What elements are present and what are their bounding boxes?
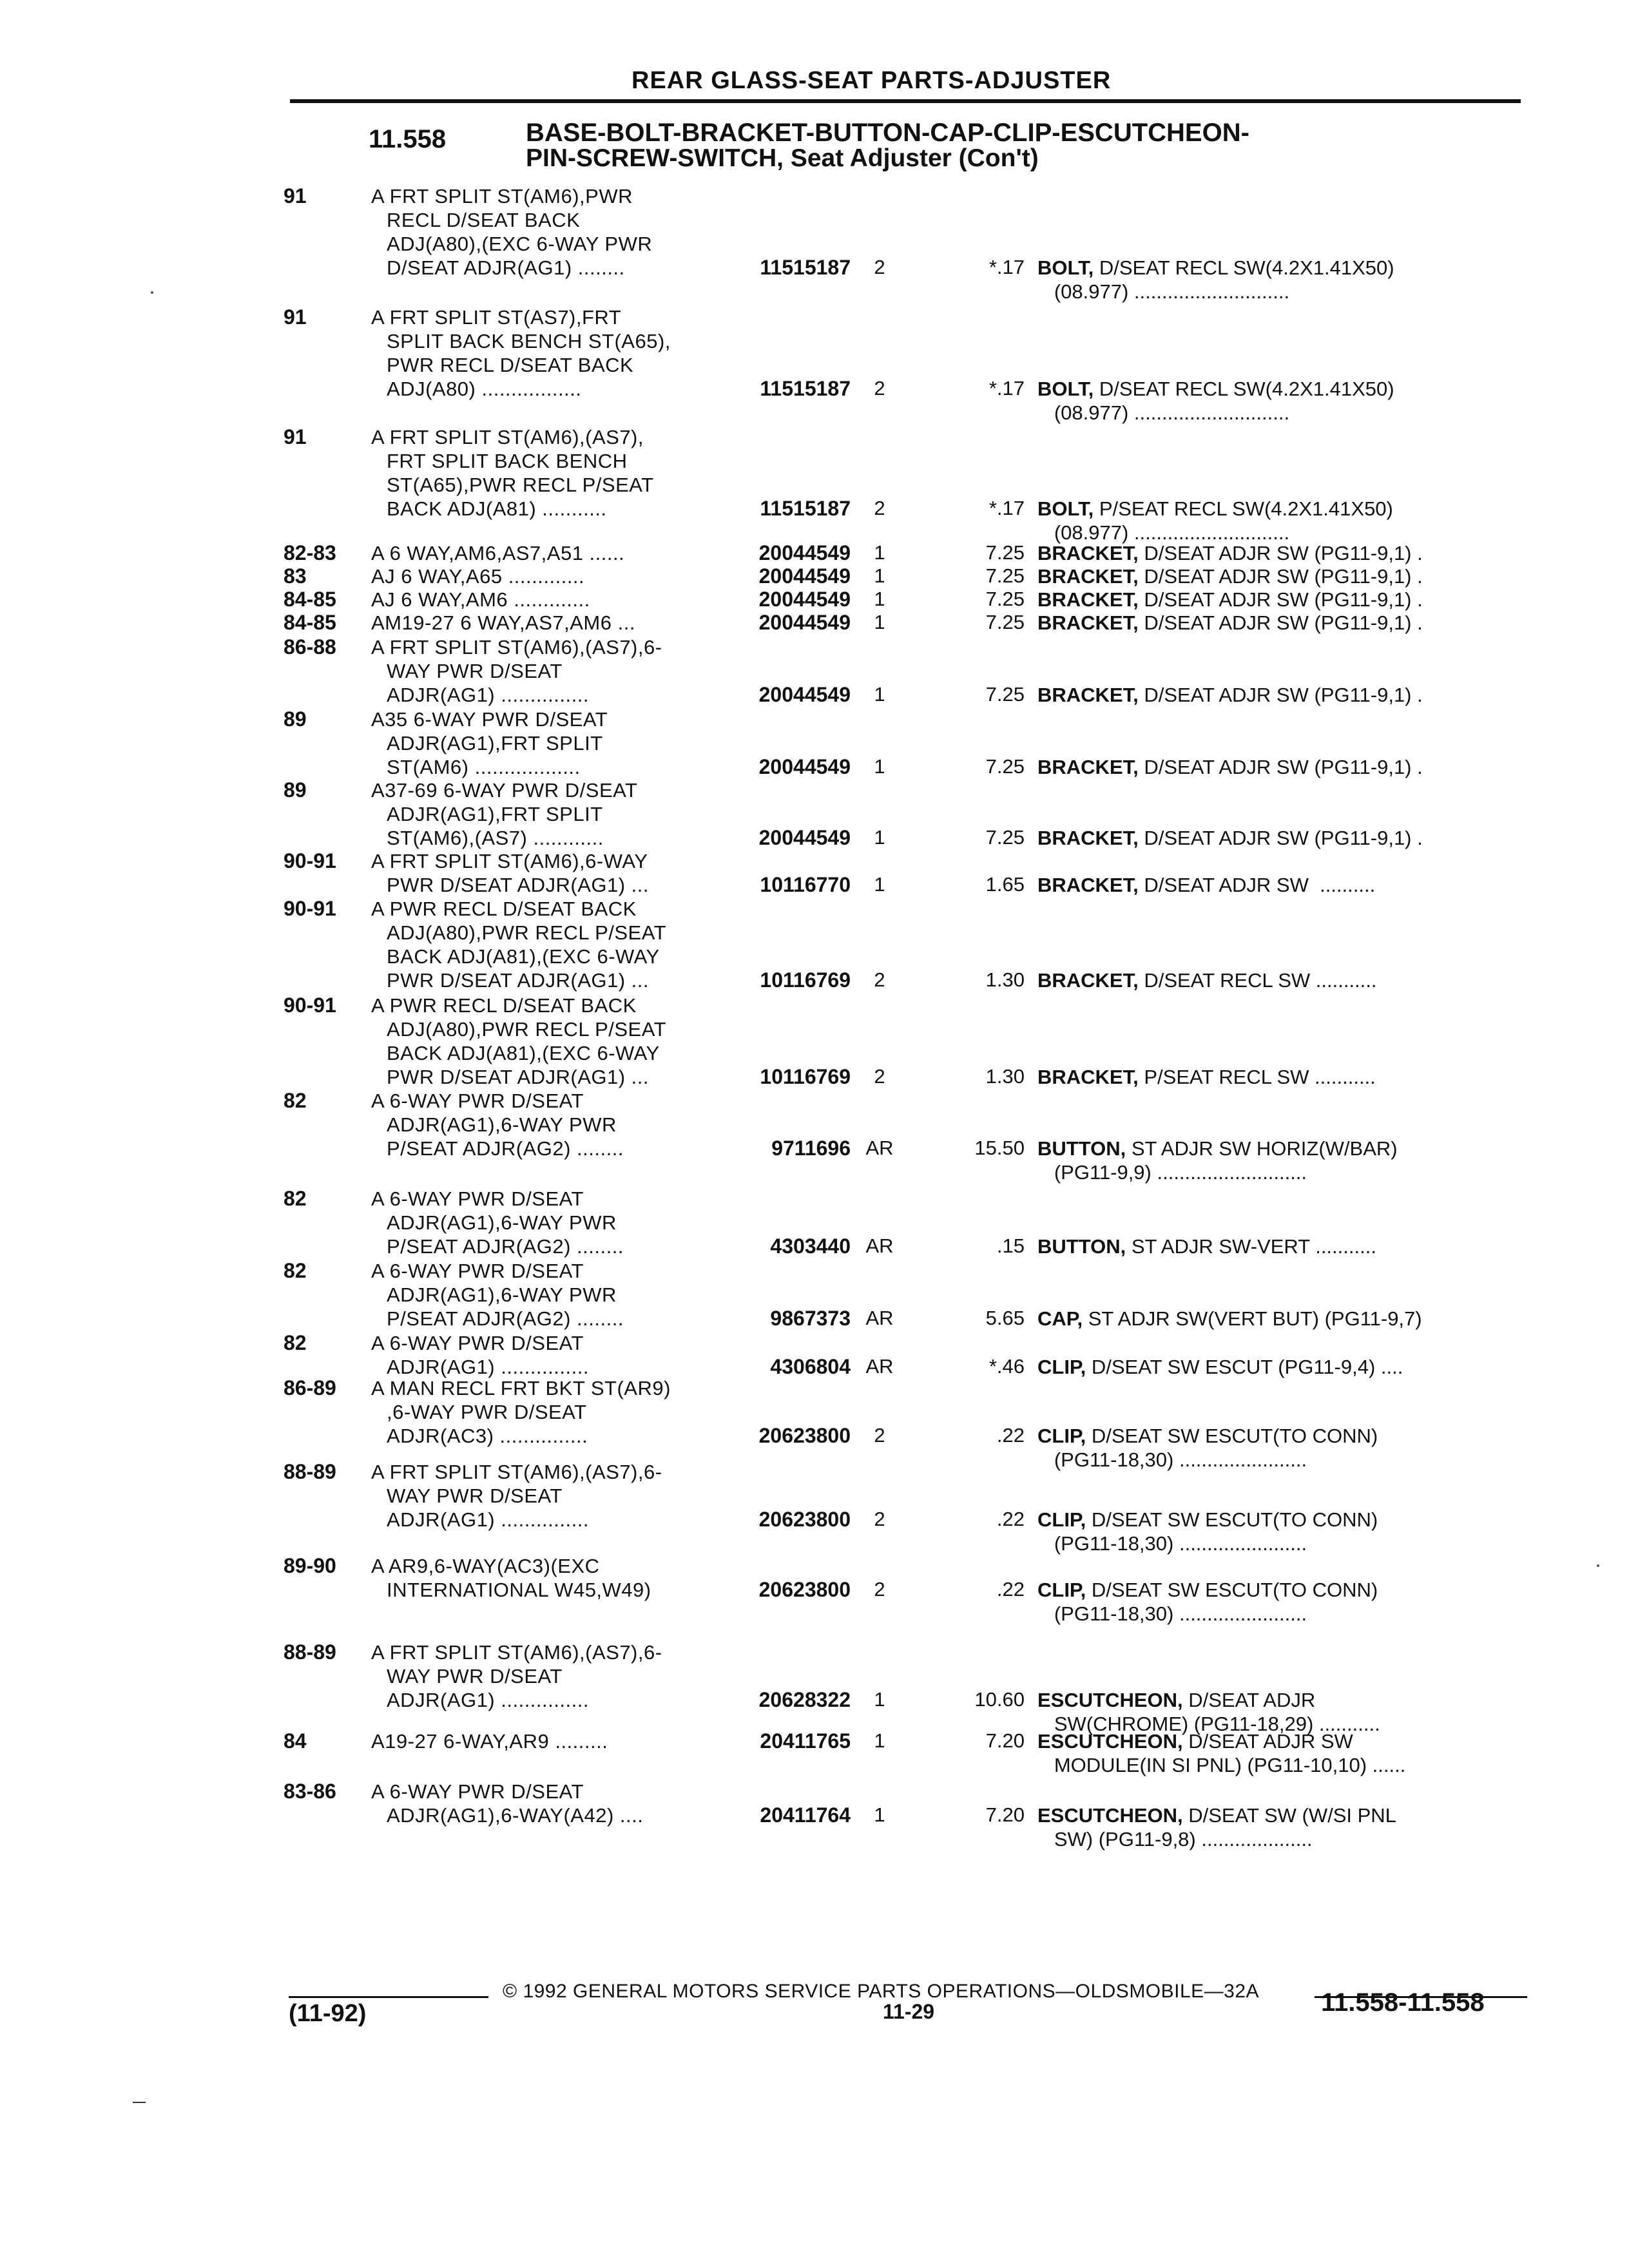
description-line: ADJ(A80),PWR RECL P/SEAT <box>387 1018 667 1041</box>
page-header-title: REAR GLASS-SEAT PARTS-ADJUSTER <box>631 67 1112 94</box>
part-name-detail: D/SEAT ADJR SW (PG11-9,1) . <box>1138 542 1423 564</box>
description-line: ADJR(AG1),FRT SPLIT <box>387 803 603 825</box>
description-line: A FRT SPLIT ST(AM6),(AS7),6- <box>371 1461 662 1483</box>
part-name <box>1037 1578 1527 1626</box>
part-name-detail: D/SEAT RECL SW(4.2X1.41X50) <box>1094 256 1394 279</box>
part-number: 11515187 <box>760 497 851 520</box>
price: 7.20 <box>985 1803 1025 1826</box>
description-line: A 6-WAY PWR D/SEAT <box>371 1187 584 1210</box>
description-line: SPLIT BACK BENCH ST(A65), <box>387 330 671 352</box>
description-line: A FRT SPLIT ST(AM6),(AS7),6- <box>371 1641 662 1664</box>
application-description <box>371 1376 732 1448</box>
description-line: A37-69 6-WAY PWR D/SEAT <box>371 779 638 802</box>
description-line: P/SEAT ADJR(AG2) ........ <box>387 1235 624 1258</box>
part-name-keyword: CAP, <box>1037 1307 1083 1330</box>
price: .22 <box>996 1424 1025 1446</box>
price: 10.60 <box>974 1688 1025 1711</box>
part-name-detail: D/SEAT ADJR SW <box>1182 1730 1353 1753</box>
description-line: A35 6-WAY PWR D/SEAT <box>371 708 608 731</box>
application-description <box>371 778 732 850</box>
description-line: A FRT SPLIT ST(AM6),6-WAY <box>371 850 648 872</box>
part-name-keyword: BRACKET, <box>1037 827 1139 849</box>
part-name <box>1037 1137 1527 1184</box>
part-name-line: (PG11-18,30) ....................... <box>1037 1602 1307 1625</box>
part-name <box>1037 564 1527 588</box>
quantity: 1 <box>874 755 885 778</box>
part-number: 10116769 <box>760 968 851 992</box>
model-year: 89 <box>284 778 307 802</box>
description-line: D/SEAT ADJR(AG1) ........ <box>387 256 625 279</box>
part-name-keyword: CLIP, <box>1037 1425 1086 1447</box>
description-line: A19-27 6-WAY,AR9 ......... <box>371 1730 608 1753</box>
model-year: 89 <box>284 707 307 731</box>
application-description <box>371 564 732 588</box>
part-name <box>1037 611 1527 635</box>
footer-date: (11-92) <box>289 2000 367 2027</box>
part-name-line: MODULE(IN SI PNL) (PG11-10,10) ...... <box>1037 1754 1406 1776</box>
part-name-detail: P/SEAT RECL SW ........... <box>1138 1066 1376 1088</box>
part-name-keyword: ESCUTCHEON, <box>1037 1730 1183 1753</box>
price: 15.50 <box>974 1137 1025 1159</box>
part-name-line: (08.977) ............................ <box>1037 280 1290 303</box>
part-name-keyword: ESCUTCHEON, <box>1037 1689 1183 1711</box>
part-name <box>1037 1688 1527 1736</box>
part-name-line <box>1037 611 1527 635</box>
price: 7.25 <box>985 588 1025 610</box>
application-description <box>371 1729 732 1753</box>
description-line: AJ 6 WAY,A65 ............. <box>371 565 585 588</box>
model-year: 82 <box>284 1187 307 1210</box>
part-name-detail: D/SEAT ADJR SW (PG11-9,1) . <box>1138 565 1423 588</box>
quantity: 1 <box>874 588 885 610</box>
part-name-line <box>1037 1307 1527 1331</box>
model-year: 91 <box>284 305 307 329</box>
quantity: 1 <box>874 683 885 706</box>
part-number: 10116770 <box>760 873 851 896</box>
part-name-line <box>1037 541 1527 565</box>
quantity: 1 <box>874 1688 885 1711</box>
quantity: 1 <box>874 611 885 633</box>
model-year: 84 <box>284 1729 307 1753</box>
description-line: BACK ADJ(A81),(EXC 6-WAY <box>387 945 660 968</box>
part-name-detail: D/SEAT ADJR SW (PG11-9,1) . <box>1138 684 1423 706</box>
application-description <box>371 1780 732 1827</box>
application-description <box>371 611 732 635</box>
part-number: 20623800 <box>758 1578 851 1601</box>
description-line: ADJ(A80),PWR RECL P/SEAT <box>387 921 667 944</box>
description-line: ,6-WAY PWR D/SEAT <box>387 1401 587 1423</box>
application-description <box>371 635 732 707</box>
price: .22 <box>996 1578 1025 1600</box>
application-description <box>371 849 732 897</box>
part-name <box>1037 1307 1527 1331</box>
price: *.46 <box>988 1355 1025 1378</box>
speck-mark <box>151 291 153 294</box>
part-name <box>1037 1424 1527 1472</box>
part-name-keyword: BRACKET, <box>1037 1066 1139 1088</box>
part-name-keyword: BOLT, <box>1037 256 1094 279</box>
part-name-line <box>1037 1803 1527 1827</box>
description-line: ST(AM6) .................. <box>387 756 581 778</box>
part-number: 4303440 <box>770 1235 851 1258</box>
quantity: 2 <box>874 1065 885 1088</box>
model-year: 91 <box>284 425 307 448</box>
part-number: 20044549 <box>758 564 851 588</box>
part-number: 20623800 <box>758 1424 851 1447</box>
description-line: ADJR(AC3) ............... <box>387 1425 588 1447</box>
price: 7.25 <box>985 541 1025 564</box>
part-name-detail: D/SEAT SW ESCUT (PG11-9,4) .... <box>1086 1356 1403 1378</box>
description-line: WAY PWR D/SEAT <box>387 1485 563 1507</box>
description-line: ADJR(AG1) ............... <box>387 1356 589 1378</box>
application-description <box>371 305 732 401</box>
part-name-line <box>1037 755 1527 779</box>
description-line: FRT SPLIT BACK BENCH <box>387 450 628 472</box>
part-number: 20411765 <box>760 1729 851 1753</box>
part-name-keyword: BUTTON, <box>1037 1235 1126 1258</box>
part-name-detail: D/SEAT SW ESCUT(TO CONN) <box>1086 1425 1378 1447</box>
description-line: ST(AM6),(AS7) ............ <box>387 827 604 849</box>
part-name-detail: D/SEAT SW ESCUT(TO CONN) <box>1086 1579 1378 1601</box>
part-name-detail: D/SEAT SW (W/SI PNL <box>1182 1804 1396 1827</box>
part-name <box>1037 873 1527 897</box>
part-name-line: (08.977) ............................ <box>1037 521 1290 544</box>
quantity: 1 <box>874 826 885 849</box>
quantity: 2 <box>874 1424 885 1446</box>
part-number: 20044549 <box>758 611 851 634</box>
quantity: 1 <box>874 873 885 896</box>
part-name-line <box>1037 1235 1527 1258</box>
part-name-line <box>1037 377 1527 401</box>
application-description <box>371 707 732 779</box>
model-year: 84-85 <box>284 588 336 611</box>
part-name-detail: D/SEAT ADJR <box>1182 1689 1316 1711</box>
part-number: 10116769 <box>760 1065 851 1088</box>
quantity: 2 <box>874 1508 885 1530</box>
part-name-detail: ST ADJR SW(VERT BUT) (PG11-9,7) <box>1083 1307 1422 1330</box>
model-year: 83 <box>284 564 307 588</box>
part-name-detail: D/SEAT ADJR SW (PG11-9,1) . <box>1138 756 1423 778</box>
part-name <box>1037 1508 1527 1555</box>
description-line: ADJR(AG1) ............... <box>387 1689 589 1711</box>
part-name <box>1037 497 1527 544</box>
price: 7.25 <box>985 826 1025 849</box>
price: 7.25 <box>985 564 1025 587</box>
part-name <box>1037 1355 1527 1379</box>
part-name <box>1037 683 1527 707</box>
part-name-line <box>1037 1355 1527 1379</box>
description-line: BACK ADJ(A81) ........... <box>387 497 607 520</box>
part-name <box>1037 588 1527 611</box>
application-description <box>371 1331 732 1379</box>
part-name <box>1037 1729 1527 1777</box>
description-line: PWR D/SEAT ADJR(AG1) ... <box>387 874 650 896</box>
part-number: 20411764 <box>760 1803 851 1827</box>
part-number: 20623800 <box>758 1508 851 1531</box>
part-name-line <box>1037 873 1527 897</box>
description-line: ADJR(AG1) ............... <box>387 684 589 706</box>
price: 5.65 <box>985 1307 1025 1329</box>
description-line: ADJR(AG1),FRT SPLIT <box>387 732 603 754</box>
part-number: 20044549 <box>758 588 851 611</box>
part-name-keyword: CLIP, <box>1037 1508 1086 1531</box>
part-number: 9711696 <box>771 1137 851 1160</box>
part-name-line <box>1037 683 1527 707</box>
part-name-line <box>1037 564 1527 588</box>
part-name-keyword: BRACKET, <box>1037 969 1139 992</box>
part-name-line <box>1037 1578 1527 1602</box>
application-description <box>371 1554 732 1602</box>
part-number: 20044549 <box>758 826 851 849</box>
part-name-line <box>1037 968 1527 992</box>
price: 1.30 <box>985 968 1025 991</box>
footer-section-range: 11.558-11.558 <box>1321 1988 1485 2017</box>
price: *.17 <box>988 497 1025 519</box>
speck-mark <box>1597 1564 1599 1567</box>
part-name-keyword: CLIP, <box>1037 1356 1086 1378</box>
description-line: ST(A65),PWR RECL P/SEAT <box>387 474 654 496</box>
model-year: 83-86 <box>284 1780 336 1803</box>
model-year: 90-91 <box>284 994 336 1017</box>
description-line: A FRT SPLIT ST(AM6),PWR <box>371 185 633 207</box>
model-year: 82 <box>284 1259 307 1282</box>
part-name <box>1037 755 1527 779</box>
part-number: 20044549 <box>758 541 851 564</box>
section-number: 11.558 <box>369 125 447 153</box>
description-line: A FRT SPLIT ST(AM6),(AS7), <box>371 426 644 448</box>
part-name-line: SW(CHROME) (PG11-18,29) ........... <box>1037 1713 1380 1735</box>
quantity: 1 <box>874 1729 885 1752</box>
description-line: A 6 WAY,AM6,AS7,A51 ...... <box>371 542 625 564</box>
price: 7.25 <box>985 755 1025 778</box>
part-name <box>1037 541 1527 565</box>
application-description <box>371 1460 732 1532</box>
price: 1.65 <box>985 873 1025 896</box>
application-description <box>371 994 732 1089</box>
part-name-line: (PG11-9,9) ........................... <box>1037 1161 1307 1184</box>
part-name-line <box>1037 1508 1527 1532</box>
part-name <box>1037 1235 1527 1258</box>
quantity: 2 <box>874 1578 885 1600</box>
model-year: 84-85 <box>284 611 336 634</box>
price: 7.25 <box>985 611 1025 633</box>
part-name-detail: ST ADJR SW-VERT ........... <box>1126 1235 1376 1258</box>
description-line: A FRT SPLIT ST(AM6),(AS7),6- <box>371 636 662 658</box>
part-number: 20628322 <box>758 1688 851 1711</box>
part-name-keyword: BRACKET, <box>1037 684 1139 706</box>
model-year: 88-89 <box>284 1460 336 1483</box>
part-name <box>1037 1803 1527 1851</box>
application-description <box>371 897 732 992</box>
part-name-keyword: BRACKET, <box>1037 756 1139 778</box>
description-line: AM19-27 6 WAY,AS7,AM6 ... <box>371 611 635 634</box>
part-number: 20044549 <box>758 683 851 706</box>
model-year: 88-89 <box>284 1640 336 1664</box>
footer-rule-left <box>289 1996 488 1998</box>
application-description <box>371 588 732 611</box>
part-number: 9867373 <box>770 1307 851 1330</box>
model-year: 82-83 <box>284 541 336 564</box>
description-line: A 6-WAY PWR D/SEAT <box>371 1780 584 1803</box>
description-line: ADJ(A80) ................. <box>387 378 582 400</box>
quantity: 1 <box>874 541 885 564</box>
model-year: 90-91 <box>284 897 336 920</box>
part-name-keyword: BRACKET, <box>1037 542 1139 564</box>
quantity: AR <box>865 1235 894 1257</box>
description-line: WAY PWR D/SEAT <box>387 660 563 682</box>
section-title <box>526 120 1249 171</box>
quantity: AR <box>865 1137 894 1159</box>
part-name-line <box>1037 256 1527 280</box>
part-name-keyword: BRACKET, <box>1037 588 1139 611</box>
quantity: AR <box>865 1355 894 1378</box>
quantity: 2 <box>874 256 885 278</box>
part-name-line <box>1037 826 1527 850</box>
part-name-line <box>1037 1065 1527 1089</box>
part-name <box>1037 1065 1527 1089</box>
description-line: A PWR RECL D/SEAT BACK <box>371 994 637 1017</box>
part-name-detail: ST ADJR SW HORIZ(W/BAR) <box>1126 1137 1398 1160</box>
part-name <box>1037 256 1527 303</box>
model-year: 89-90 <box>284 1554 336 1577</box>
description-line: AJ 6 WAY,AM6 ............. <box>371 588 590 611</box>
description-line: ADJR(AG1),6-WAY PWR <box>387 1211 617 1234</box>
part-name-keyword: BOLT, <box>1037 497 1094 520</box>
quantity: 2 <box>874 377 885 399</box>
quantity: 1 <box>874 564 885 587</box>
model-year: 82 <box>284 1331 307 1354</box>
model-year: 90-91 <box>284 849 336 872</box>
description-line: P/SEAT ADJR(AG2) ........ <box>387 1137 624 1160</box>
application-description <box>371 541 732 565</box>
section-title-line1: BASE-BOLT-BRACKET-BUTTON-CAP-CLIP-ESCUTCHEON- <box>526 119 1249 147</box>
model-year: 91 <box>284 184 307 207</box>
price: .15 <box>996 1235 1025 1257</box>
description-line: A MAN RECL FRT BKT ST(AR9) <box>371 1377 671 1399</box>
description-line: ADJR(AG1),6-WAY(A42) .... <box>387 1804 644 1827</box>
part-name-detail: P/SEAT RECL SW(4.2X1.41X50) <box>1094 497 1393 520</box>
part-name-detail: D/SEAT ADJR SW (PG11-9,1) . <box>1138 611 1423 634</box>
part-name-line <box>1037 588 1527 611</box>
description-line: A AR9,6-WAY(AC3)(EXC <box>371 1555 600 1577</box>
description-line: PWR D/SEAT ADJR(AG1) ... <box>387 969 650 992</box>
description-line: P/SEAT ADJR(AG2) ........ <box>387 1307 624 1330</box>
section-title-line2: PIN-SCREW-SWITCH, Seat Adjuster (Con't) <box>526 144 1039 172</box>
application-description <box>371 1187 732 1258</box>
part-name-detail: D/SEAT RECL SW ........... <box>1138 969 1377 992</box>
part-name-keyword: BUTTON, <box>1037 1137 1126 1160</box>
part-name <box>1037 826 1527 850</box>
footer-page-number: 11-29 <box>883 2000 935 2023</box>
part-name <box>1037 377 1527 425</box>
part-name-line <box>1037 1729 1527 1753</box>
part-number: 11515187 <box>760 377 851 400</box>
part-name-line: (PG11-18,30) ....................... <box>1037 1448 1307 1471</box>
description-line: A 6-WAY PWR D/SEAT <box>371 1090 584 1112</box>
part-name-detail: D/SEAT ADJR SW .......... <box>1138 874 1376 896</box>
application-description <box>371 425 732 521</box>
part-name-keyword: BRACKET, <box>1037 565 1139 588</box>
quantity: AR <box>865 1307 894 1329</box>
margin-mark <box>133 2102 146 2103</box>
description-line: A 6-WAY PWR D/SEAT <box>371 1260 584 1282</box>
price: *.17 <box>988 256 1025 278</box>
price: 7.25 <box>985 683 1025 706</box>
part-name-detail: D/SEAT SW ESCUT(TO CONN) <box>1086 1508 1378 1531</box>
part-number: 11515187 <box>760 256 851 279</box>
part-number: 4306804 <box>770 1355 851 1378</box>
description-line: ADJR(AG1),6-WAY PWR <box>387 1283 617 1306</box>
description-line: A FRT SPLIT ST(AS7),FRT <box>371 306 622 329</box>
description-line: ADJR(AG1),6-WAY PWR <box>387 1113 617 1136</box>
application-description <box>371 1640 732 1712</box>
part-name-keyword: CLIP, <box>1037 1579 1086 1601</box>
description-line: RECL D/SEAT BACK <box>387 209 581 231</box>
part-name-keyword: BRACKET, <box>1037 874 1139 896</box>
header-rule <box>290 99 1521 103</box>
part-name-keyword: ESCUTCHEON, <box>1037 1804 1183 1827</box>
description-line: INTERNATIONAL W45,W49) <box>387 1579 651 1601</box>
description-line: ADJ(A80),(EXC 6-WAY PWR <box>387 233 653 255</box>
part-name <box>1037 968 1527 992</box>
quantity: 1 <box>874 1803 885 1826</box>
part-number: 20044549 <box>758 755 851 778</box>
part-name-line <box>1037 1688 1527 1712</box>
part-name-line: (PG11-18,30) ....................... <box>1037 1532 1307 1555</box>
price: 7.20 <box>985 1729 1025 1752</box>
description-line: BACK ADJ(A81),(EXC 6-WAY <box>387 1042 660 1064</box>
price: 1.30 <box>985 1065 1025 1088</box>
part-name-keyword: BRACKET, <box>1037 611 1139 634</box>
model-year: 86-88 <box>284 635 336 658</box>
description-line: PWR D/SEAT ADJR(AG1) ... <box>387 1066 650 1088</box>
price: *.17 <box>988 377 1025 399</box>
part-name-detail: D/SEAT ADJR SW (PG11-9,1) . <box>1138 588 1423 611</box>
model-year: 82 <box>284 1089 307 1112</box>
description-line: A 6-WAY PWR D/SEAT <box>371 1332 584 1354</box>
description-line: WAY PWR D/SEAT <box>387 1665 563 1687</box>
part-name-detail: D/SEAT RECL SW(4.2X1.41X50) <box>1094 378 1394 400</box>
part-name-line: SW) (PG11-9,8) .................... <box>1037 1828 1313 1850</box>
part-name-line <box>1037 497 1527 521</box>
application-description <box>371 1089 732 1160</box>
part-name-line <box>1037 1137 1527 1160</box>
part-name-detail: D/SEAT ADJR SW (PG11-9,1) . <box>1138 827 1423 849</box>
part-name-line: (08.977) ............................ <box>1037 401 1290 424</box>
part-name-line <box>1037 1424 1527 1448</box>
quantity: 2 <box>874 497 885 519</box>
price: .22 <box>996 1508 1025 1530</box>
quantity: 2 <box>874 968 885 991</box>
part-name-keyword: BOLT, <box>1037 378 1094 400</box>
description-line: PWR RECL D/SEAT BACK <box>387 354 634 376</box>
footer-copyright: © 1992 GENERAL MOTORS SERVICE PARTS OPERATIONS—OLDSMOBILE—32A <box>503 1981 1260 2002</box>
application-description <box>371 184 732 280</box>
application-description <box>371 1259 732 1331</box>
description-line: ADJR(AG1) ............... <box>387 1508 589 1531</box>
description-line: A PWR RECL D/SEAT BACK <box>371 898 637 920</box>
model-year: 86-89 <box>284 1376 336 1399</box>
